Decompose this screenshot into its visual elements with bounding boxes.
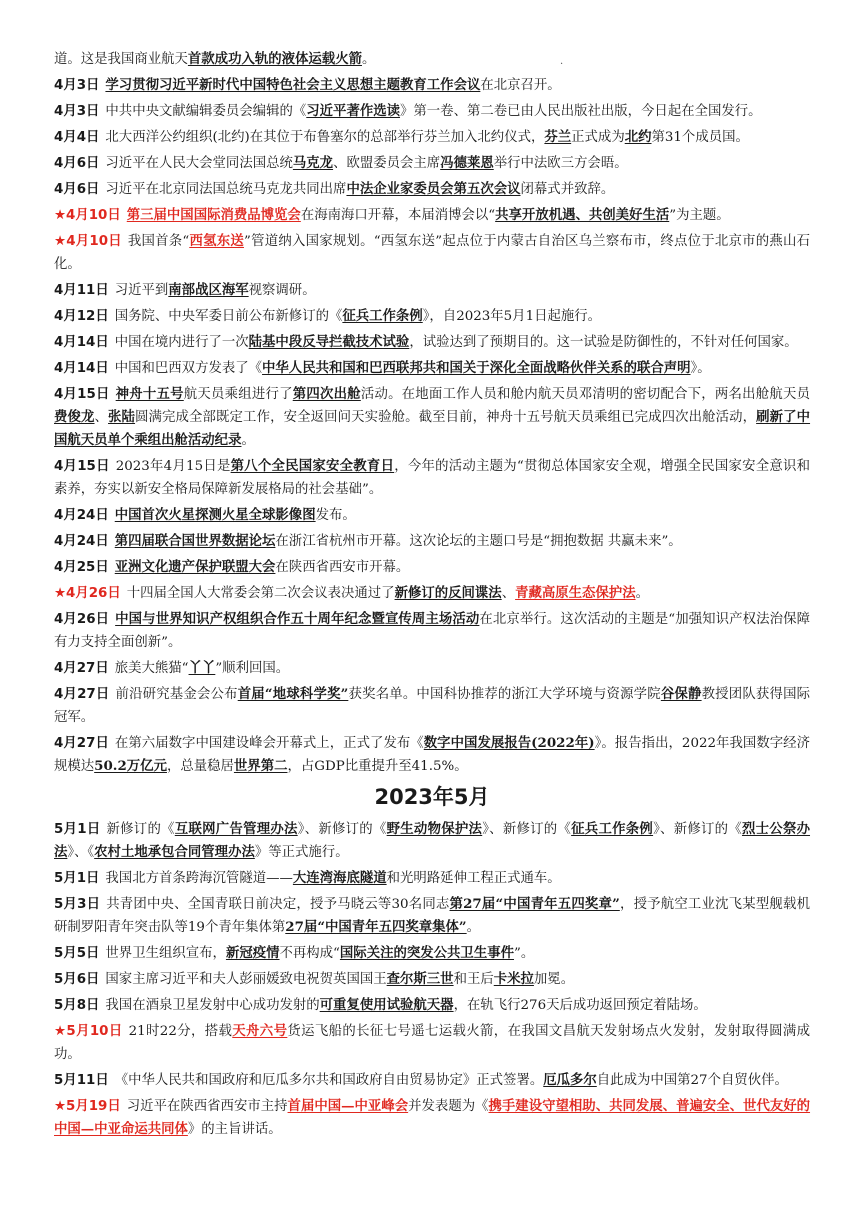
event-text: 道。这是我国商业航天 <box>54 52 188 67</box>
keyword-highlight: 芬兰 <box>544 129 572 145</box>
event-text: 习近平在北京同法国总统马克龙共同出席 <box>105 182 347 197</box>
section-heading-may-2023: 2023年5月 <box>374 785 490 809</box>
event-text: 在浙江省杭州市开幕。这次论坛的主题口号是“拥抱数据 共赢未来”。 <box>275 534 682 549</box>
keyword-highlight: 大连湾海底隧道 <box>292 870 387 886</box>
event-text: 》的主旨讲话。 <box>187 1122 282 1137</box>
event-date: 4月10日 <box>66 234 122 249</box>
keyword-highlight: 张陆 <box>108 409 136 425</box>
event-entry <box>54 968 810 991</box>
event-text: 。 <box>466 920 481 935</box>
event-entry <box>54 357 810 380</box>
keyword-highlight: 首届“地球科学奖” <box>237 686 349 702</box>
event-text: 北大西洋公约组织(北约)在其位于布鲁塞尔的总部举行芬兰加入北约仪式， <box>105 130 545 145</box>
event-text: 货运飞船的长征七号遥七运载火箭，在我国文昌航天发射场点火发射，发射取得圆满成功。 <box>54 1024 811 1062</box>
keyword-highlight: 马克龙 <box>292 155 334 171</box>
event-text: 在第六届数字中国建设峰会开幕式上，正式了发布《 <box>114 736 424 751</box>
event-date: 5月6日 <box>54 972 100 987</box>
event-text: ，授予航空工业沈飞某型舰载机研制罗阳青年突击队等19个青年集体第 <box>54 897 810 935</box>
keyword-highlight: 首届中国—中亚峰会 <box>287 1098 409 1114</box>
keyword-highlight: 中法企业家委员会第五次会议 <box>346 181 521 197</box>
event-text: 发布。 <box>315 508 356 523</box>
event-date: 5月11日 <box>54 1073 109 1088</box>
keyword-highlight: 中国首次火星探测火星全球影像图 <box>114 507 316 523</box>
event-text: ，在轨飞行276天后成功返回预定着陆场。 <box>453 998 707 1013</box>
event-text: 》第一卷、第二卷已由人民出版社出版，今日起在全国发行。 <box>400 104 762 119</box>
keyword-highlight: 征兵工作条例 <box>342 308 423 324</box>
event-text: 、欧盟委员会主席 <box>333 156 441 171</box>
keyword-highlight: 共享开放机遇、共创美好生活 <box>495 207 670 223</box>
event-entry <box>54 178 810 201</box>
star-icon: ★ <box>54 208 67 223</box>
star-icon: ★ <box>54 586 67 601</box>
star-icon: ★ <box>54 234 67 249</box>
event-text: 不再构成“ <box>279 946 340 961</box>
event-date: 4月15日 <box>54 459 110 474</box>
event-date: 4月6日 <box>54 182 100 197</box>
event-entry <box>54 818 810 864</box>
keyword-highlight: 查尔斯三世 <box>386 971 454 987</box>
april-entries <box>54 48 810 778</box>
event-text: 航天员乘组进行了 <box>183 387 293 402</box>
event-text: 中国在境内进行了一次 <box>114 335 249 350</box>
event-text: 》、新修订的《 <box>297 822 387 837</box>
keyword-highlight: 谷保静 <box>660 686 702 702</box>
keyword-highlight: 新修订的反间谍法 <box>394 585 502 601</box>
event-entry <box>54 867 810 890</box>
event-entry <box>54 657 810 680</box>
event-text: 和王后 <box>453 972 494 987</box>
keyword-highlight: 数字中国发展报告(2022年) <box>423 735 595 751</box>
event-text: 2023年4月15日是 <box>115 459 231 474</box>
event-text: 。 <box>361 52 376 67</box>
event-text: ，占GDP比重提升至41.5%。 <box>287 759 468 774</box>
event-text: 中共中央文献编辑委员会编辑的《 <box>105 104 307 119</box>
event-text: 举行中法欧三方会晤。 <box>493 156 628 171</box>
event-entry <box>54 152 810 175</box>
event-date: 5月5日 <box>54 946 100 961</box>
event-text: 我国北方首条跨海沉管隧道—— <box>105 871 293 886</box>
keyword-highlight: 第三届中国国际消费品博览会 <box>126 207 301 223</box>
keyword-highlight: 费俊龙 <box>54 409 95 425</box>
keyword-highlight: 青藏高原生态保护法 <box>515 585 636 601</box>
event-text: 习近平在人民大会堂同法国总统 <box>105 156 293 171</box>
event-text: 十四届全国人大常委会第二次会议表决通过了 <box>126 586 395 601</box>
keyword-highlight: 农村土地承包合同管理办法 <box>94 844 255 860</box>
event-text: 》，自2023年5月1日起施行。 <box>422 309 602 324</box>
keyword-highlight: 征兵工作条例 <box>571 821 654 837</box>
event-text: 我国首条“ <box>127 234 190 249</box>
keyword-highlight: 携手建设守望相助、共同发展、普遍安全、世代友好的中国—中亚命运共同体 <box>54 1098 811 1137</box>
keyword-highlight: 亚洲文化遗产保护联盟大会 <box>114 559 276 575</box>
event-text: 。 <box>635 586 649 601</box>
keyword-highlight: 首款成功入轨的液体运载火箭 <box>187 51 362 67</box>
event-text: 世界卫生组织宣布， <box>105 946 226 961</box>
keyword-highlight: 烈士公祭办法 <box>54 821 811 860</box>
keyword-highlight: 第27届“中国青年五四奖章” <box>449 896 620 912</box>
keyword-highlight: 陆基中段反导拦截技术试验 <box>248 334 410 350</box>
event-text: 习近平在陕西省西安市主持 <box>126 1099 288 1114</box>
event-text: 圆满完成全部既定工作，安全返回问天实验舱。截至目前，神舟十五号航天员乘组已完成四次出舱活动， <box>135 410 757 425</box>
keyword-highlight: 互联网广告管理办法 <box>174 821 298 837</box>
event-text: ”顺利回国。 <box>215 661 290 676</box>
event-date: 4月3日 <box>54 78 100 93</box>
event-date: 4月11日 <box>54 283 109 298</box>
may-entries <box>54 818 810 1141</box>
event-date: 4月12日 <box>54 309 109 324</box>
event-text: 21时22分，搭载 <box>128 1024 233 1039</box>
event-date: 4月25日 <box>54 560 109 575</box>
event-entry <box>54 994 810 1017</box>
event-date: 4月27日 <box>54 687 110 702</box>
keyword-highlight: 卡米拉 <box>493 971 534 987</box>
star-icon: ★ <box>54 1099 67 1114</box>
event-date: 4月6日 <box>54 156 100 171</box>
keyword-highlight: 野生动物保护法 <box>386 821 483 837</box>
keyword-highlight: 学习贯彻习近平新时代中国特色社会主义思想主题教育工作会议 <box>105 77 481 93</box>
stray-dot: . <box>560 56 564 67</box>
event-entry <box>54 732 810 778</box>
event-entry <box>54 1069 810 1092</box>
event-text: 获奖名单。中国科协推荐的浙江大学环境与资源学院 <box>348 687 661 702</box>
event-text: 国务院、中央军委日前公布新修订的《 <box>114 309 343 324</box>
event-text: 》。报告指出，2022年我国数字经济规模达 <box>54 736 811 774</box>
event-date: 5月8日 <box>54 998 100 1013</box>
event-text: 第31个成员国。 <box>651 130 749 145</box>
event-date: 4月24日 <box>54 534 109 549</box>
event-entry <box>54 204 810 227</box>
keyword-highlight: 第八个全民国家安全教育日 <box>230 458 395 474</box>
keyword-highlight: 冯德莱恩 <box>440 155 494 171</box>
keyword-highlight: 第四届联合国世界数据论坛 <box>114 533 276 549</box>
event-text: 在陕西省西安市开幕。 <box>275 560 410 575</box>
document-page <box>54 48 810 1144</box>
event-entry <box>54 504 810 527</box>
event-text: 我国在酒泉卫星发射中心成功发射的 <box>105 998 320 1013</box>
event-text: 旅美大熊猫“ <box>114 661 189 676</box>
event-text: 加冕。 <box>533 972 575 987</box>
event-date: 4月15日 <box>54 387 110 402</box>
event-date: 5月1日 <box>54 822 101 837</box>
event-text: 《中华人民共和国政府和厄瓜多尔共和国政府自由贸易协定》正式签署。 <box>114 1073 544 1088</box>
event-entry <box>54 608 810 654</box>
event-text: 、 <box>94 410 109 425</box>
event-text: 教授团队获得国际冠军。 <box>54 687 811 725</box>
event-text: ”。 <box>514 946 535 961</box>
event-text: 自此成为中国第27个自贸伙伴。 <box>596 1073 788 1088</box>
event-date: 4月26日 <box>66 586 121 601</box>
event-date: 4月3日 <box>54 104 100 119</box>
event-text: 中国和巴西双方发表了《 <box>114 361 263 376</box>
keyword-highlight: 丫丫 <box>188 660 216 676</box>
event-text: 、 <box>501 586 516 601</box>
event-text: 前沿研究基金会公布 <box>115 687 238 702</box>
event-date: 4月24日 <box>54 508 109 523</box>
event-text: 》等正式施行。 <box>254 845 349 860</box>
event-date: 5月10日 <box>66 1024 123 1039</box>
event-text: ，总量稳居 <box>166 759 234 774</box>
event-text: 视察调研。 <box>248 283 316 298</box>
event-date: 4月4日 <box>54 130 100 145</box>
event-entry <box>54 100 810 123</box>
event-text: 并发表题为《 <box>408 1099 489 1114</box>
keyword-highlight: 27届“中国青年五四奖章集体” <box>285 919 467 935</box>
event-text: 习近平到 <box>114 283 169 298</box>
event-text: ”为主题。 <box>669 208 730 223</box>
event-text: 。 <box>241 433 255 448</box>
event-entry <box>54 582 810 605</box>
event-entry <box>54 305 810 328</box>
event-text: 闭幕式并致辞。 <box>520 182 615 197</box>
event-text: 正式成为 <box>571 130 625 145</box>
keyword-highlight: 中华人民共和国和巴西联邦共和国关于深化全面战略伙伴关系的联合声明 <box>262 360 691 376</box>
event-date: 4月14日 <box>54 335 109 350</box>
event-entry <box>54 683 810 729</box>
event-text: 在海南海口开幕，本届消博会以“ <box>300 208 496 223</box>
event-date: 4月14日 <box>54 361 109 376</box>
event-text: 共青团中央、全国青联日前决定，授予马晓云等30名同志 <box>106 897 450 912</box>
event-text: 在北京举行。这次活动的主题是“加强知识产权法治保障 有力支持全面创新”。 <box>54 612 811 650</box>
keyword-highlight: 国际关注的突发公共卫生事件 <box>339 945 514 961</box>
keyword-highlight: 厄瓜多尔 <box>543 1072 597 1088</box>
event-date: 5月3日 <box>54 897 101 912</box>
event-entry <box>54 48 810 71</box>
event-date: 4月10日 <box>66 208 121 223</box>
event-entry <box>54 455 810 501</box>
event-entry <box>54 530 810 553</box>
event-entry <box>54 1020 810 1066</box>
event-entry <box>54 74 810 97</box>
keyword-highlight: 可重复使用试验航天器 <box>319 997 454 1013</box>
event-date: 4月27日 <box>54 661 109 676</box>
keyword-highlight: 50.2万亿元 <box>94 758 167 774</box>
keyword-highlight: 天舟六号 <box>232 1023 288 1039</box>
event-date: 5月19日 <box>66 1099 121 1114</box>
event-entry <box>54 942 810 965</box>
event-entry <box>54 279 810 302</box>
event-text: 活动。在地面工作人员和舱内航天员邓清明的密切配合下，两名出舱航天员 <box>360 387 811 402</box>
keyword-highlight: 北约 <box>624 129 652 145</box>
event-text: 新修订的《 <box>106 822 175 837</box>
event-entry <box>54 126 810 149</box>
event-date: 5月1日 <box>54 871 100 886</box>
keyword-highlight: 刷新了中国航天员单个乘组出舱活动纪录 <box>54 409 811 448</box>
keyword-highlight: 南部战区海军 <box>168 282 249 298</box>
event-text: 国家主席习近平和夫人彭丽媛致电祝贺英国国王 <box>105 972 387 987</box>
keyword-highlight: 习近平著作选读 <box>306 103 401 119</box>
keyword-highlight: 中国与世界知识产权组织合作五十周年纪念暨宣传周主场活动 <box>115 611 480 627</box>
event-text: 》、新修订的《 <box>482 822 572 837</box>
event-entry <box>54 556 810 579</box>
event-text: 在北京召开。 <box>480 78 561 93</box>
event-date: 4月26日 <box>54 612 110 627</box>
keyword-highlight: 第四次出舱 <box>292 386 361 402</box>
event-text: 》、《 <box>67 845 95 860</box>
event-date: 4月27日 <box>54 736 109 751</box>
event-entry <box>54 383 810 452</box>
keyword-highlight: 新冠疫情 <box>225 945 280 961</box>
event-text: 》。 <box>690 361 711 376</box>
event-text: 和光明路延伸工程正式通车。 <box>386 871 561 886</box>
event-entry <box>54 331 810 354</box>
keyword-highlight: 世界第二 <box>233 758 288 774</box>
event-entry <box>54 230 810 276</box>
star-icon: ★ <box>54 1024 67 1039</box>
event-entry <box>54 1095 810 1141</box>
event-text: ，今年的活动主题为“贯彻总体国家安全观，增强全民国家安全意识和素养，夯实以新安全格局保障新发展格局的社会基础”。 <box>54 459 811 497</box>
keyword-highlight: 西氢东送 <box>189 233 244 249</box>
event-entry <box>54 893 810 939</box>
keyword-highlight: 神舟十五号 <box>115 386 184 402</box>
event-text: 》、新修订的《 <box>653 822 742 837</box>
event-text: ”管道纳入国家规划。“西氢东送”起点位于内蒙古自治区乌兰察布市，终点位于北京市的燕山石化。 <box>54 234 810 272</box>
event-text: ，试验达到了预期目的。这一试验是防御性的，不针对任何国家。 <box>409 335 798 350</box>
